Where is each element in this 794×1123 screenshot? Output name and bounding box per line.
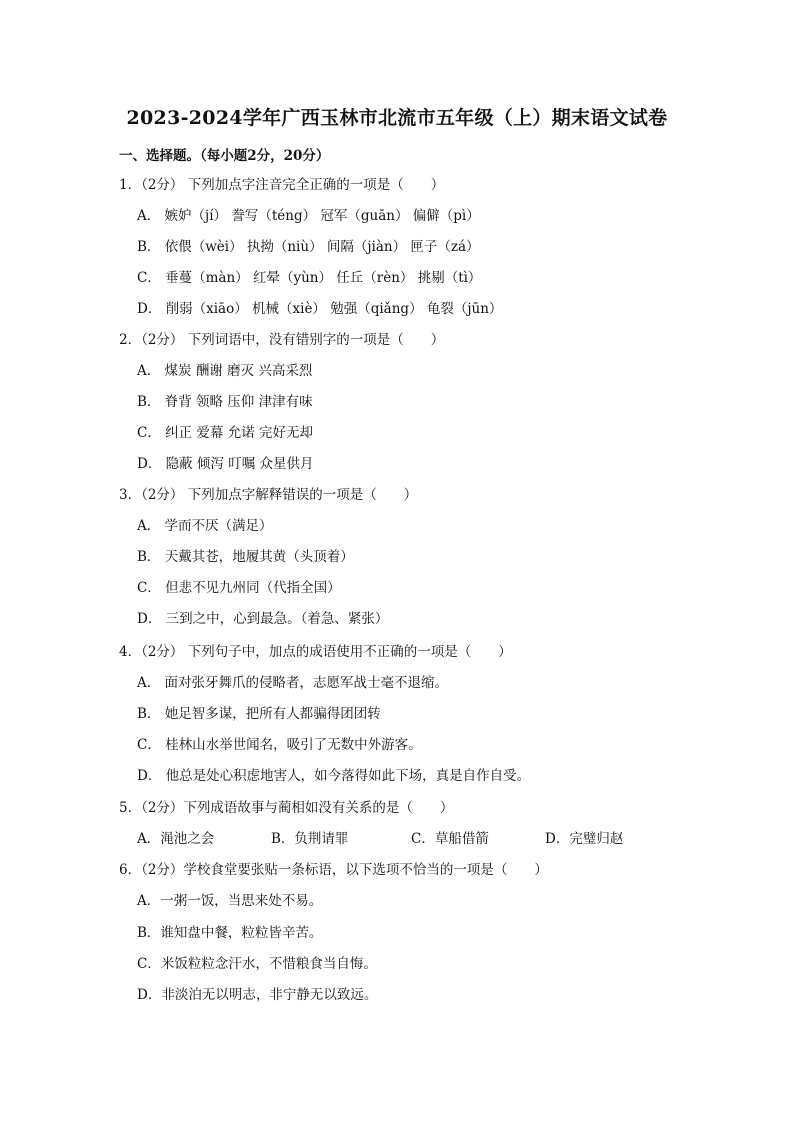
- question-4-stem: 4．（2分） 下列句子中，加点的成语使用不正确的一项是（ ）: [119, 644, 512, 660]
- question-3-option-a: A． 学而不厌（满足）: [137, 518, 273, 534]
- question-1-option-c: C． 垂蔓（màn） 红晕（yùn） 任丘（rèn） 挑剔（tì）: [137, 270, 482, 286]
- question-6-option-a: A．一粥一饭，当思来处不易。: [137, 893, 323, 909]
- question-1-stem: 1．（2分） 下列加点字注音完全正确的一项是（ ）: [119, 177, 445, 193]
- question-3-option-b: B． 天戴其苍，地履其黄（头顶着）: [137, 549, 354, 565]
- question-5-option-d: D．完璧归赵: [545, 831, 624, 847]
- question-4-option-d: D． 他总是处心积虑地害人，如今落得如此下场，真是自作自受。: [137, 768, 531, 784]
- question-2-option-d: D． 隐蔽 倾泻 叮嘱 众星供月: [137, 456, 314, 472]
- question-5-option-b: B．负荆请罪: [271, 831, 349, 847]
- question-5-option-c: C．草船借箭: [411, 831, 489, 847]
- question-5-stem: 5．（2分）下列成语故事与蔺相如没有关系的是（ ）: [119, 800, 454, 816]
- question-2-option-c: C． 纠正 爱幕 允诺 完好无却: [137, 425, 313, 441]
- question-2-option-a: A． 煤炭 酬谢 磨灭 兴高采烈: [137, 363, 313, 379]
- question-4-option-a: A． 面对张牙舞爪的侵略者，志愿军战士毫不退缩。: [137, 675, 449, 691]
- question-3-option-c: C． 但悲不见九州同（代指全国）: [137, 580, 341, 596]
- question-2-option-b: B． 脊背 领略 压仰 津津有味: [137, 394, 313, 410]
- question-1-option-d: D． 削弱（xiāo） 机械（xiè） 勉强（qiǎng） 龟裂（jūn）: [137, 301, 503, 317]
- question-5-option-a: A．渑池之会: [137, 831, 215, 847]
- question-2-stem: 2．（2分） 下列词语中，没有错别字的一项是（ ）: [119, 332, 445, 348]
- page-title: 2023-2024学年广西玉林市北流市五年级（上）期末语文试卷: [126, 107, 668, 129]
- section-heading: 一、选择题。（每小题2分，20分）: [119, 148, 330, 164]
- question-1-option-b: B． 依偎（wèi） 执拗（niù） 间隔（jiàn） 匣子（zá）: [137, 239, 480, 255]
- question-3-option-d: D． 三到之中，心到最急。（着急、紧张）: [137, 611, 389, 627]
- question-6-option-b: B．谁知盘中餐，粒粒皆辛苦。: [137, 925, 323, 941]
- question-3-stem: 3．（2分） 下列加点字解释错误的一项是（ ）: [119, 487, 418, 503]
- question-6-option-d: D．非淡泊无以明志，非宁静无以致远。: [137, 987, 378, 1003]
- question-6-stem: 6．（2分）学校食堂要张贴一条标语，以下选项不恰当的一项是（ ）: [119, 862, 548, 878]
- question-4-option-c: C． 桂林山水举世闻名，吸引了无数中外游客。: [137, 737, 422, 753]
- question-1-option-a: A． 嫉妒（jí） 誊写（téng） 冠军（guān） 偏僻（pì）: [137, 208, 480, 224]
- question-4-option-b: B． 她足智多谋，把所有人都骗得团团转: [137, 706, 381, 722]
- question-6-option-c: C．米饭粒粒念汗水，不惜粮食当自悔。: [137, 956, 377, 972]
